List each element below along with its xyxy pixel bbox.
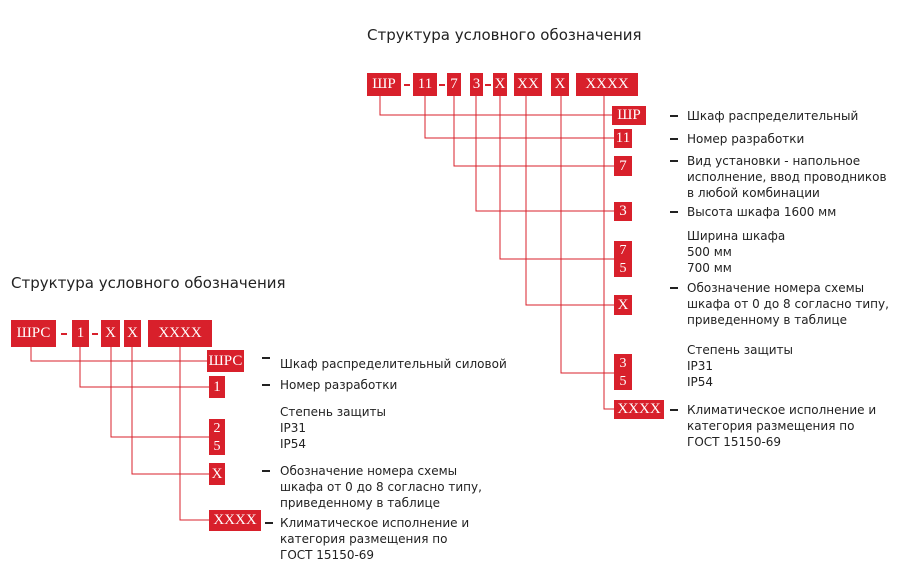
right-code-hyphen [404, 84, 410, 86]
right-code-segment-xxxx: XXXX [576, 73, 638, 96]
right-diagram-title: Структура условного обозначения [367, 26, 642, 44]
left-code-hyphen [92, 333, 98, 335]
right-code-hyphen [439, 84, 445, 86]
right-item-desc-width: Ширина шкафа 500 мм 700 мм [687, 229, 786, 275]
left-item-box-scheme: X [209, 463, 225, 485]
left-item-desc-ip: Степень защиты IP31 IP54 [280, 405, 387, 451]
right-code-segment-shr: ШР [367, 73, 401, 96]
right-item-box-width: 7 5 [614, 241, 632, 277]
left-item-dash [262, 470, 270, 472]
right-item-desc-climate: Климатическое исполнение и категория размещения по ГОСТ 15150-69 [687, 403, 877, 449]
left-item-dash [262, 357, 270, 359]
right-item-box-11: 11 [615, 130, 631, 146]
right-connector-scheme [526, 96, 614, 305]
left-item-box-ip: 2 5 [209, 419, 225, 455]
right-item-box-ip: 3 5 [614, 354, 632, 390]
right-item-desc-11: Номер разработки [687, 132, 805, 146]
right-item-desc-shr: Шкаф распределительный [687, 109, 859, 123]
right-connector-11 [425, 96, 614, 138]
right-item-dash [670, 115, 678, 117]
right-code-segment-xx: XX [514, 73, 542, 96]
left-item-desc-climate: Климатическое исполнение и категория размещения по ГОСТ 15150-69 [280, 516, 470, 562]
right-item-box-climate: XXXX [614, 400, 664, 419]
right-connector-climate [604, 96, 614, 409]
left-code-segment-shrs: ШРС [11, 320, 56, 347]
left-item-box-shrs: ШРС [207, 350, 244, 372]
right-item-dash [670, 287, 678, 289]
right-connector-3 [476, 96, 614, 211]
right-connector-7 [454, 96, 614, 166]
right-item-box-7: 7 [614, 156, 632, 176]
left-item-desc-scheme: Обозначение номера схемы шкафа от 0 до 8 согласно типу, приведенному в таблице [280, 464, 482, 510]
right-item-box-3: 3 [614, 202, 632, 221]
right-item-box-scheme: X [614, 295, 632, 315]
right-item-dash [670, 138, 678, 140]
left-item-desc-shrs: Шкаф распределительный силовой [280, 357, 507, 371]
left-connector-1 [80, 347, 209, 387]
right-item-desc-ip: Степень защиты IP31 IP54 [687, 343, 794, 389]
right-item-box-shr: ШР [612, 106, 646, 125]
right-code-segment-7: 7 [447, 73, 461, 96]
right-code-segment-x2: X [551, 73, 569, 96]
left-item-box-1: 1 [209, 376, 225, 398]
left-code-segment-x1: X [101, 320, 120, 347]
left-diagram-title: Структура условного обозначения [11, 274, 286, 292]
right-code-segment-x1: X [493, 73, 507, 96]
right-connector-shr [380, 96, 612, 115]
right-code-segment-11: 11 [413, 73, 437, 96]
right-item-dash [670, 160, 678, 162]
left-connector-scheme [132, 347, 209, 474]
right-code-hyphen [485, 84, 491, 86]
left-code-hyphen [61, 333, 67, 335]
right-item-desc-7: Вид установки - напольное исполнение, ввод проводников в любой комбинации [687, 154, 887, 200]
left-item-dash [262, 384, 270, 386]
left-connector-climate [180, 347, 209, 520]
right-item-desc-3: Высота шкафа 1600 мм [687, 205, 837, 219]
left-item-box-climate: XXXX [209, 510, 261, 531]
left-connector-shrs [31, 347, 207, 361]
left-code-segment-x2: X [124, 320, 141, 347]
right-connector-width [500, 96, 614, 259]
right-item-dash [670, 211, 678, 213]
left-item-desc-1: Номер разработки [280, 378, 398, 392]
left-code-segment-xxxx: XXXX [148, 320, 212, 347]
left-code-segment-1: 1 [72, 320, 89, 347]
right-code-segment-3: 3 [470, 73, 483, 96]
right-item-dash [670, 409, 678, 411]
right-item-desc-scheme: Обозначение номера схемы шкафа от 0 до 8 согласно типу, приведенному в таблице [687, 281, 889, 327]
left-item-dash [265, 522, 273, 524]
